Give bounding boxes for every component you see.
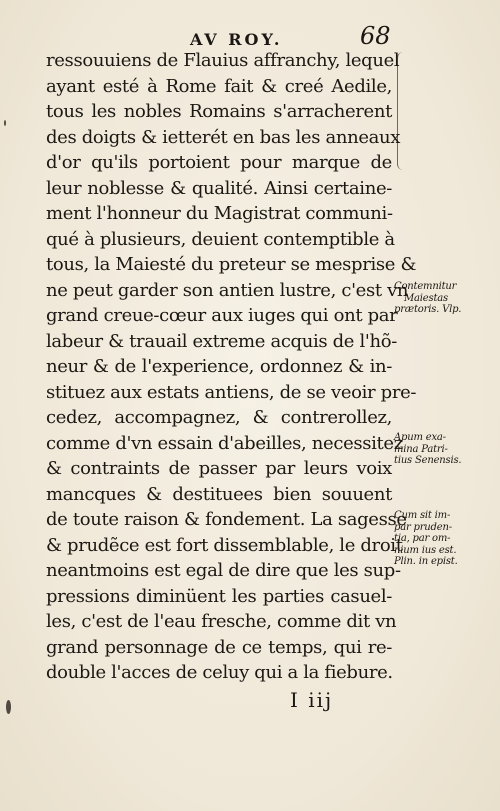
- note-line: Cum sit im-: [394, 510, 451, 521]
- note-line: tia, par om-: [394, 533, 451, 544]
- text-line: tous, la Maiesté du preteur se mesprise &: [46, 254, 417, 275]
- text-line: grand personnage de ce temps, qui re-: [46, 636, 392, 658]
- margin-note: [394, 432, 498, 467]
- text-line: & prudẽce est fort dissemblable, le droit: [46, 534, 403, 556]
- text-line: stituez aux estats antiens, de se veoir pre-: [46, 381, 417, 403]
- note-line: Contemnitur: [394, 281, 457, 292]
- text-line: labeur & trauail extreme acquis de l'hõ-: [46, 330, 397, 352]
- text-line: tous les nobles Romains s'arracherent: [46, 101, 392, 122]
- text-line: des doigts & ietterét en bas les anneaux: [46, 126, 401, 148]
- note-line: Plin. in epist.: [394, 556, 458, 567]
- body-text: [46, 48, 417, 686]
- margin-note: [394, 510, 498, 568]
- note-line: tius Senensis.: [394, 455, 462, 466]
- text-line: pressions diminüent les parties casuel-: [46, 585, 392, 607]
- text-line: de toute raison & fondement. La sagesse: [46, 509, 407, 530]
- text-line: mancques & destituees bien souuent: [46, 483, 392, 505]
- note-line: prætoris. Vlp.: [394, 304, 462, 315]
- text-line: & contraints de passer par leurs voix: [46, 458, 392, 479]
- text-line: neur & de l'experience, ordonnez & in-: [46, 356, 392, 377]
- running-head: AV ROY.: [190, 30, 283, 49]
- note-line: nium ius est.: [394, 544, 457, 556]
- ink-blot: [6, 700, 11, 714]
- ink-blot: [4, 120, 6, 126]
- text-line: les, c'est de l'eau fresche, comme dit vn: [46, 611, 397, 632]
- margin-note: [394, 281, 498, 316]
- text-line: double l'acces de celuy qui a la fiebure.: [46, 662, 393, 683]
- text-line: grand creue-cœur aux iuges qui ont par: [46, 305, 398, 326]
- signature-mark: I iij: [290, 688, 334, 712]
- text-line: ne peut garder son antien lustre, c'est vn: [46, 279, 409, 301]
- note-line: mina Patri-: [394, 443, 448, 455]
- note-line: Apum exa-: [394, 432, 446, 443]
- text-line: cedez, accompagnez, & contrerollez,: [46, 407, 392, 428]
- text-line: d'or qu'ils portoient pour marque de: [46, 152, 392, 173]
- text-line: ment l'honneur du Magistrat communi-: [46, 203, 393, 224]
- text-line: comme d'vn essain d'abeilles, necessitez: [46, 432, 403, 454]
- text-line: leur noblesse & qualité. Ainsi certaine-: [46, 177, 392, 199]
- note-line: Maiestas: [404, 292, 448, 304]
- text-line: ressouuiens de Flauius affranchy, lequel: [46, 50, 400, 71]
- text-line: ayant esté à Rome fait & creé Aedile,: [46, 75, 392, 97]
- page-number: 68: [360, 22, 391, 50]
- text-line: qué à plusieurs, deuient contemptible à: [46, 228, 395, 250]
- margin-notes: [394, 0, 498, 811]
- note-line: par pruden-: [394, 521, 452, 533]
- text-line: neantmoins est egal de dire que les sup-: [46, 560, 401, 581]
